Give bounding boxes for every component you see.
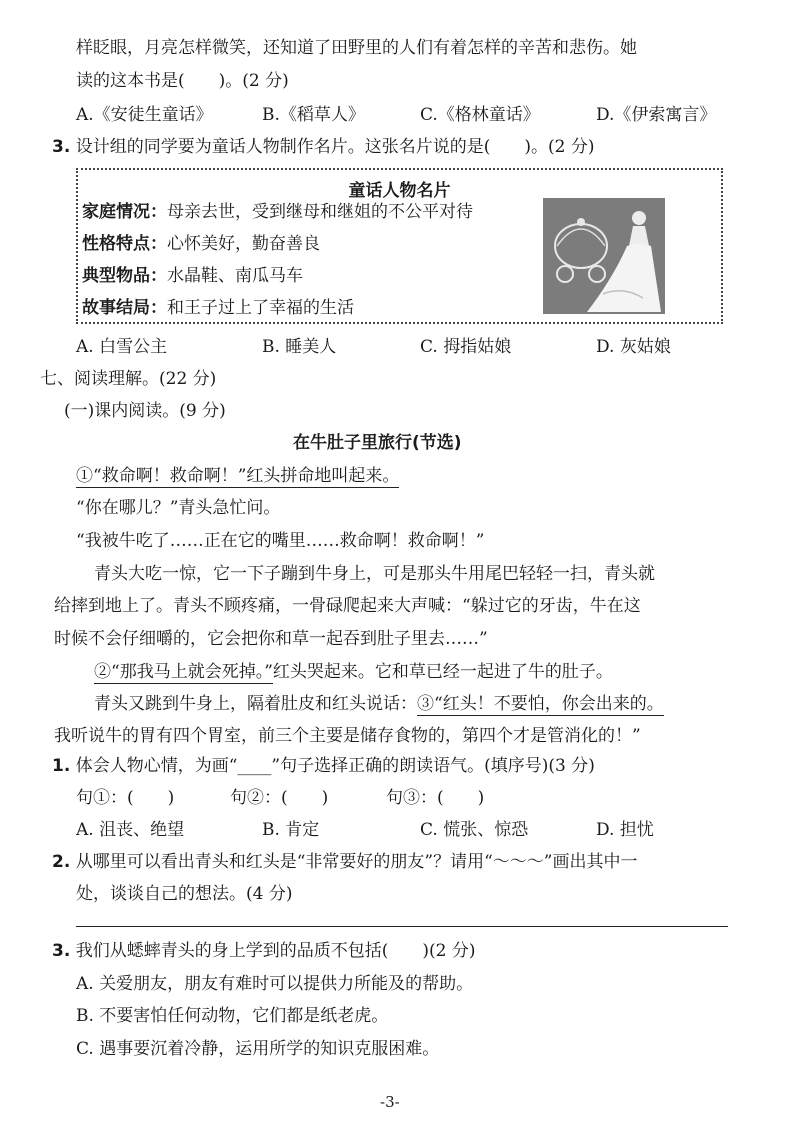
intro-line-2: 读的这本书是( )。(2 分) (76, 71, 289, 91)
passage-title: 在牛肚子里旅行(节选) (293, 433, 462, 453)
card-row-personality (82, 236, 320, 253)
q2-option-d: D.《伊索寓言》 (596, 105, 717, 125)
page-number: -3- (380, 1093, 400, 1111)
card-key: 故事结局： (82, 298, 167, 318)
q3-option-a: A. 白雪公主 (76, 337, 168, 357)
q3-text: 设计组的同学要为童话人物制作名片。这张名片说的是( )。(2 分) (75, 137, 595, 157)
q1-option-a: A. 沮丧、绝望 (76, 820, 185, 840)
q3-label: 3. (52, 137, 71, 157)
card-value: 心怀美好，勤奋善良 (167, 234, 320, 254)
passage-para-6-line-1 (94, 696, 664, 713)
passage-para-3: “我被牛吃了……正在它的嘴里……救命啊！救命啊！” (76, 531, 485, 551)
card-key: 性格特点： (82, 234, 167, 254)
q2r-label: 2. (52, 852, 71, 872)
card-value: 和王子过上了幸福的生活 (167, 298, 354, 318)
card-row-ending (82, 300, 354, 317)
passage-para-5 (94, 664, 613, 681)
underlined-sentence-3: ③“红头！不要怕，你会出来的。 (417, 694, 664, 714)
intro-line-1: 样眨眼，月亮怎样微笑，还知道了田野里的人们有着怎样的辛苦和悲伤。她 (76, 38, 637, 58)
card-value: 母亲去世，受到继母和继姐的不公平对待 (167, 202, 473, 222)
passage-para-4-line-3: 时候不会仔细嚼的，它会把你和草一起吞到肚子里去……” (54, 629, 488, 649)
answer-line[interactable] (76, 926, 728, 927)
reading-q2 (52, 854, 637, 871)
passage-para-4-line-1: 青头大吃一惊，它一下子蹦到牛身上，可是那头牛用尾巴轻轻一扫，青头就 (94, 564, 655, 584)
section-heading: 七、阅读理解。(22 分) (40, 369, 217, 389)
cinderella-illustration (543, 198, 665, 314)
q3r-option-c: C. 遇事要沉着冷静，运用所学的知识克服困难。 (76, 1039, 440, 1059)
q1-option-d: D. 担忧 (596, 820, 654, 840)
character-card (76, 168, 723, 324)
card-row-family (82, 204, 473, 221)
q3r-option-b: B. 不要害怕任何动物，它们都是纸老虎。 (76, 1006, 389, 1026)
q1-blank-3[interactable]: 句③：( ) (386, 788, 485, 808)
card-value: 水晶鞋、南瓜马车 (167, 266, 303, 286)
underlined-sentence-2: ②“那我马上就会死掉。” (94, 662, 273, 682)
passage-para-2: “你在哪儿？”青头急忙问。 (76, 498, 281, 518)
q3-option-d: D. 灰姑娘 (596, 337, 671, 357)
q1-text: 体会人物心情，为画“____”句子选择正确的朗读语气。(填序号)(3 分) (75, 756, 595, 776)
q3-option-b: B. 睡美人 (262, 337, 337, 357)
reading-q2-line-2: 处，谈谈自己的想法。(4 分) (76, 884, 293, 904)
passage-para-1 (76, 468, 399, 485)
q1-label: 1. (52, 756, 71, 776)
q2-option-a: A.《安徒生童话》 (76, 105, 213, 125)
q1-option-c: C. 慌张、惊恐 (420, 820, 529, 840)
q3-question (52, 139, 594, 156)
q1-blank-2[interactable]: 句②：( ) (230, 788, 329, 808)
q2-option-b: B.《稻草人》 (262, 105, 365, 125)
reading-q1 (52, 758, 595, 775)
q2r-text: 从哪里可以看出青头和红头是“非常要好的朋友”？请用“～～～”画出其中一 (75, 852, 638, 872)
card-row-items (82, 268, 303, 285)
q1-option-b: B. 肯定 (262, 820, 320, 840)
card-key: 典型物品： (82, 266, 167, 286)
q3r-label: 3. (52, 941, 71, 961)
q3r-text: 我们从蟋蟀青头的身上学到的品质不包括( )(2 分) (75, 941, 476, 961)
reading-q3 (52, 943, 475, 960)
q1-blank-1[interactable]: 句①：( ) (76, 788, 175, 808)
q3r-option-a: A. 关爱朋友，朋友有难时可以提供力所能及的帮助。 (76, 974, 474, 994)
subsection-heading: (一)课内阅读。(9 分) (64, 401, 226, 421)
q2-option-c: C.《格林童话》 (420, 105, 540, 125)
card-key: 家庭情况： (82, 202, 167, 222)
passage-text: 青头又跳到牛身上，隔着肚皮和红头说话： (94, 694, 417, 714)
q3-option-c: C. 拇指姑娘 (420, 337, 512, 357)
card-title: 童话人物名片 (348, 181, 451, 201)
passage-text: 红头哭起来。它和草已经一起进了牛的肚子。 (272, 662, 613, 682)
passage-para-4-line-2: 给摔到地上了。青头不顾疼痛，一骨碌爬起来大声喊：“躲过它的牙齿，牛在这 (54, 596, 641, 616)
underlined-sentence-1: ①“救命啊！救命啊！”红头拼命地叫起来。 (76, 466, 400, 486)
passage-para-6-line-2: 我听说牛的胃有四个胃室，前三个主要是储存食物的，第四个才是管消化的！” (54, 726, 641, 746)
